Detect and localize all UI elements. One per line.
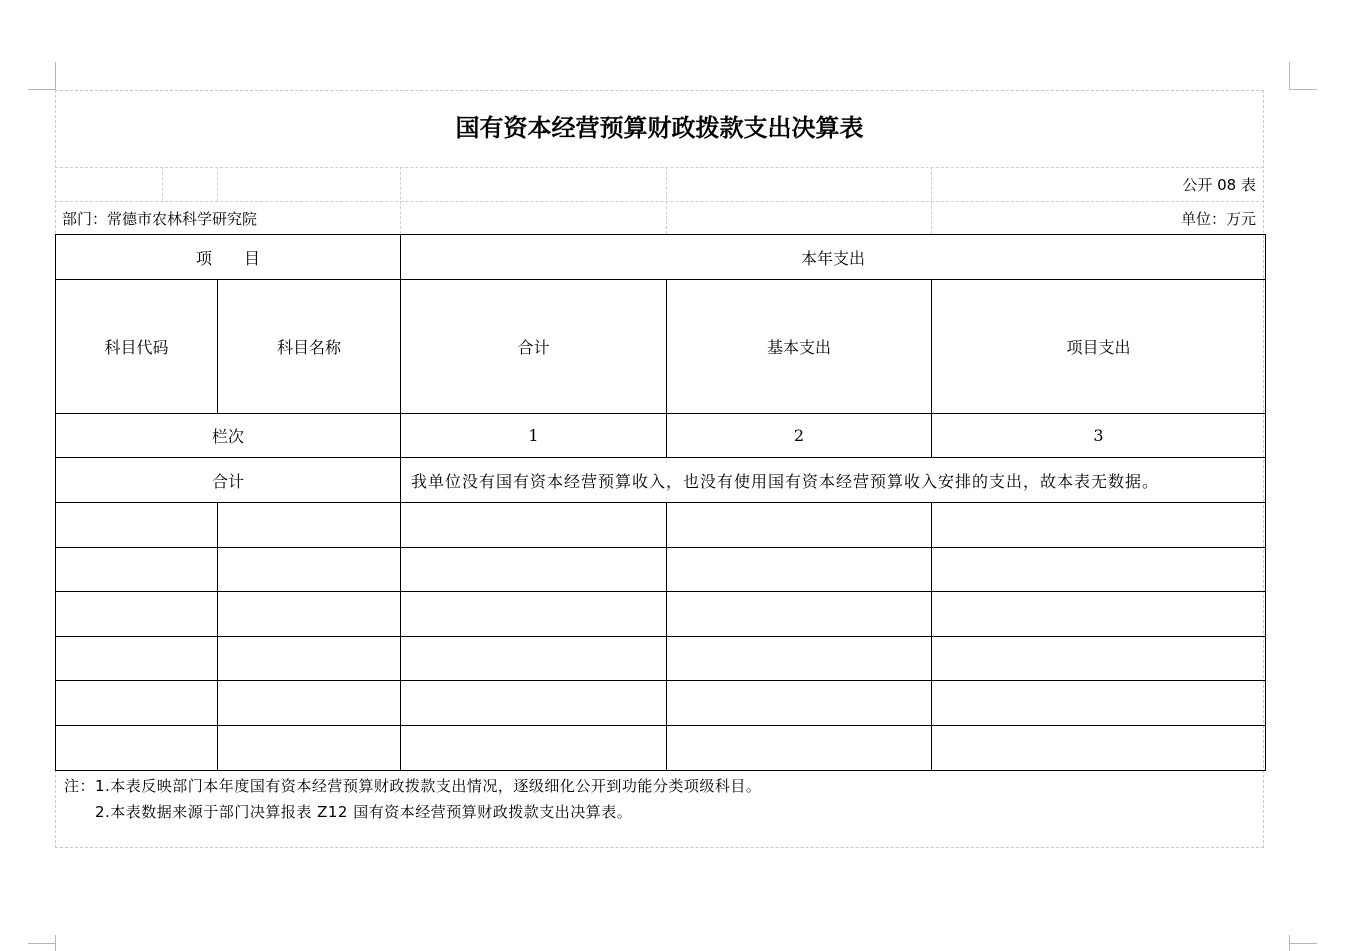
table-cell bbox=[401, 548, 667, 592]
table-cell bbox=[932, 548, 1266, 592]
table-cell bbox=[401, 637, 667, 681]
note-line-1: 注：1.本表反映部门本年度国有资本经营预算财政拨款支出情况，逐级细化公开到功能分类项级科目。 bbox=[64, 777, 762, 795]
gridline bbox=[55, 167, 1264, 168]
header-subject-name: 科目名称 bbox=[218, 280, 401, 414]
table-cell bbox=[401, 681, 667, 726]
table-cell bbox=[218, 726, 401, 771]
gridline bbox=[400, 167, 401, 234]
gridline bbox=[162, 167, 163, 201]
crop-mark-top-right bbox=[1289, 62, 1290, 90]
table-subheader-row bbox=[56, 280, 1266, 414]
table-row bbox=[56, 681, 1266, 726]
gridline bbox=[931, 167, 932, 234]
table-cell bbox=[667, 592, 932, 637]
table-cell bbox=[667, 503, 932, 548]
table-cell bbox=[218, 637, 401, 681]
column-number-label: 栏次 bbox=[56, 414, 401, 458]
column-number-3: 3 bbox=[932, 414, 1266, 458]
table-cell bbox=[667, 726, 932, 771]
header-current-year-expense: 本年支出 bbox=[401, 235, 1266, 280]
unit-label: 单位：万元 bbox=[1180, 210, 1256, 228]
table-row bbox=[56, 726, 1266, 771]
table-row bbox=[56, 503, 1266, 548]
crop-mark-top-left bbox=[28, 89, 56, 90]
table-cell bbox=[218, 548, 401, 592]
table-cell bbox=[56, 681, 218, 726]
table-cell bbox=[932, 503, 1266, 548]
crop-mark-bottom-right bbox=[1289, 943, 1317, 944]
no-data-message: 我单位没有国有资本经营预算收入，也没有使用国有资本经营预算收入安排的支出，故本表无数据。 bbox=[401, 458, 1266, 503]
table-cell bbox=[667, 681, 932, 726]
header-item: 项 目 bbox=[56, 235, 401, 280]
table-cell bbox=[932, 637, 1266, 681]
table-cell bbox=[218, 681, 401, 726]
table-cell bbox=[56, 592, 218, 637]
header-subject-code: 科目代码 bbox=[56, 280, 218, 414]
table-cell bbox=[401, 726, 667, 771]
department-label: 部门：常德市农林科学研究院 bbox=[62, 210, 258, 228]
table-cell bbox=[932, 726, 1266, 771]
table-row bbox=[56, 548, 1266, 592]
column-number-1: 1 bbox=[401, 414, 667, 458]
table-cell bbox=[56, 637, 218, 681]
total-row-label: 合计 bbox=[56, 458, 401, 503]
table-code: 公开 08 表 bbox=[1182, 176, 1256, 194]
column-number-row bbox=[56, 414, 1266, 458]
table-cell bbox=[56, 548, 218, 592]
expense-table bbox=[55, 234, 1266, 771]
crop-mark-top-right bbox=[1289, 89, 1317, 90]
table-cell bbox=[401, 503, 667, 548]
table-cell bbox=[218, 503, 401, 548]
table-cell bbox=[56, 503, 218, 548]
table-cell bbox=[56, 726, 218, 771]
table-cell bbox=[218, 592, 401, 637]
crop-mark-top-left bbox=[55, 62, 56, 90]
crop-mark-bottom-left bbox=[28, 943, 56, 944]
header-project-expense: 项目支出 bbox=[932, 280, 1266, 414]
table-row bbox=[56, 592, 1266, 637]
page-title: 国有资本经营预算财政拨款支出决算表 bbox=[455, 113, 864, 142]
note-line-2: 2.本表数据来源于部门决算报表 Z12 国有资本经营预算财政拨款支出决算表。 bbox=[64, 803, 633, 821]
table-cell bbox=[932, 592, 1266, 637]
gridline bbox=[55, 201, 1264, 202]
table-cell bbox=[667, 548, 932, 592]
table-header-row bbox=[56, 235, 1266, 280]
table-cell bbox=[401, 592, 667, 637]
header-total: 合计 bbox=[401, 280, 667, 414]
gridline bbox=[217, 167, 218, 201]
crop-mark-bottom-left bbox=[55, 935, 56, 951]
table-row bbox=[56, 637, 1266, 681]
table-cell bbox=[667, 637, 932, 681]
crop-mark-bottom-right bbox=[1289, 935, 1290, 951]
gridline bbox=[666, 167, 667, 234]
total-row bbox=[56, 458, 1266, 503]
column-number-2: 2 bbox=[667, 414, 932, 458]
table-cell bbox=[932, 681, 1266, 726]
header-basic-expense: 基本支出 bbox=[667, 280, 932, 414]
